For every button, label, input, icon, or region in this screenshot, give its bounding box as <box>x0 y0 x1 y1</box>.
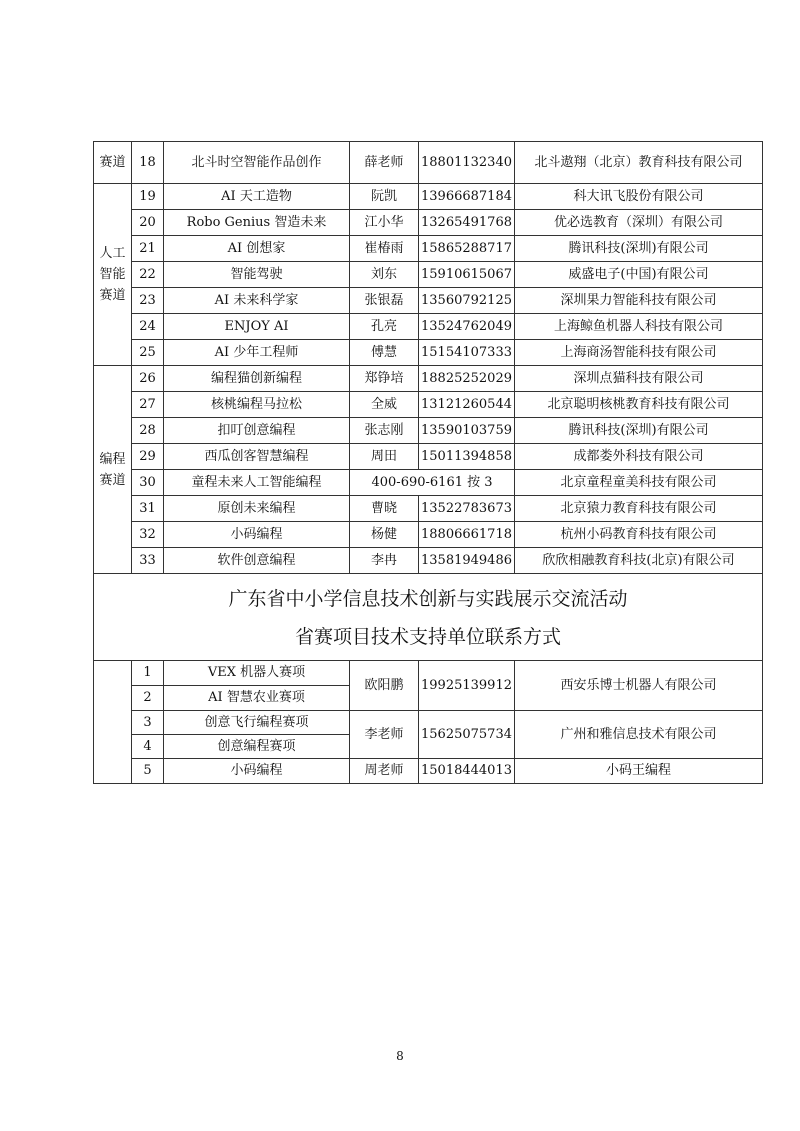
project-name: AI 未来科学家 <box>164 288 350 314</box>
project-name: 童程未来人工智能编程 <box>164 470 350 496</box>
project-name: VEX 机器人赛项 <box>164 661 350 686</box>
table-row <box>94 444 763 470</box>
phone-number: 15910615067 <box>419 262 515 288</box>
row-number: 32 <box>132 522 164 548</box>
contact-name: 薛老师 <box>350 142 419 184</box>
row-number: 2 <box>132 686 164 711</box>
project-name: 创意编程赛项 <box>164 735 350 759</box>
phone-number: 13522783673 <box>419 496 515 522</box>
company-name: 广州和雅信息技术有限公司 <box>515 711 763 759</box>
contact-name: 孔亮 <box>350 314 419 340</box>
project-name: 编程猫创新编程 <box>164 366 350 392</box>
contact-name: 张志刚 <box>350 418 419 444</box>
row-number: 24 <box>132 314 164 340</box>
row-number: 1 <box>132 661 164 686</box>
table-row <box>94 522 763 548</box>
table-row <box>94 210 763 236</box>
project-name: 小码编程 <box>164 759 350 784</box>
row-number: 26 <box>132 366 164 392</box>
project-name: 原创未来编程 <box>164 496 350 522</box>
phone-number: 18801132340 <box>419 142 515 184</box>
category-cell-empty <box>94 661 132 784</box>
project-name: Robo Genius 智造未来 <box>164 210 350 236</box>
row-number: 27 <box>132 392 164 418</box>
contact-name: 郑铮培 <box>350 366 419 392</box>
contact-name: 杨健 <box>350 522 419 548</box>
company-name: 北京童程童美科技有限公司 <box>515 470 763 496</box>
company-name: 威盛电子(中国)有限公司 <box>515 262 763 288</box>
table-row <box>94 759 763 784</box>
table-row <box>94 366 763 392</box>
row-number: 5 <box>132 759 164 784</box>
phone-number: 15625075734 <box>419 711 515 759</box>
table-row <box>94 184 763 210</box>
phone-number: 13966687184 <box>419 184 515 210</box>
table-row <box>94 661 763 686</box>
contact-name: 傅慧 <box>350 340 419 366</box>
row-number: 18 <box>132 142 164 184</box>
project-name: 西瓜创客智慧编程 <box>164 444 350 470</box>
category-cell: 赛道 <box>94 142 132 184</box>
project-name: 智能驾驶 <box>164 262 350 288</box>
company-name: 优必选教育（深圳）有限公司 <box>515 210 763 236</box>
row-number: 31 <box>132 496 164 522</box>
project-name: 软件创意编程 <box>164 548 350 574</box>
contact-name: 周老师 <box>350 759 419 784</box>
contact-name: 欧阳鹏 <box>350 661 419 711</box>
project-name: 核桃编程马拉松 <box>164 392 350 418</box>
row-number: 22 <box>132 262 164 288</box>
phone-number: 18825252029 <box>419 366 515 392</box>
phone-number: 15018444013 <box>419 759 515 784</box>
company-name: 深圳点猫科技有限公司 <box>515 366 763 392</box>
category-cell: 编程赛道 <box>94 366 132 574</box>
table-row <box>94 392 763 418</box>
table-row <box>94 142 763 184</box>
project-name: 小码编程 <box>164 522 350 548</box>
project-name: AI 天工造物 <box>164 184 350 210</box>
table-row <box>94 314 763 340</box>
contact-name: 李冉 <box>350 548 419 574</box>
project-name: AI 创想家 <box>164 236 350 262</box>
heading-row <box>94 574 763 661</box>
project-name: 创意飞行编程赛项 <box>164 711 350 735</box>
section-heading <box>94 574 763 661</box>
table-row <box>94 340 763 366</box>
contact-name: 崔椿雨 <box>350 236 419 262</box>
company-name: 成都娄外科技有限公司 <box>515 444 763 470</box>
company-name: 腾讯科技(深圳)有限公司 <box>515 418 763 444</box>
table-row <box>94 470 763 496</box>
heading-line-2: 省赛项目技术支持单位联系方式 <box>294 626 561 648</box>
phone-number: 13524762049 <box>419 314 515 340</box>
row-number: 19 <box>132 184 164 210</box>
contact-name: 江小华 <box>350 210 419 236</box>
company-name: 深圳果力智能科技有限公司 <box>515 288 763 314</box>
row-number: 4 <box>132 735 164 759</box>
contact-name: 张银磊 <box>350 288 419 314</box>
company-name: 上海商汤智能科技有限公司 <box>515 340 763 366</box>
heading-line-1: 广东省中小学信息技术创新与实践展示交流活动 <box>228 588 628 610</box>
contact-table <box>93 141 763 784</box>
page-number: 8 <box>396 1049 404 1063</box>
phone-number: 13590103759 <box>419 418 515 444</box>
phone-number: 13121260544 <box>419 392 515 418</box>
row-number: 28 <box>132 418 164 444</box>
table-row <box>94 288 763 314</box>
table-row <box>94 262 763 288</box>
table-row <box>94 548 763 574</box>
company-name: 西安乐博士机器人有限公司 <box>515 661 763 711</box>
project-name: 北斗时空智能作品创作 <box>164 142 350 184</box>
phone-number: 13560792125 <box>419 288 515 314</box>
company-name: 腾讯科技(深圳)有限公司 <box>515 236 763 262</box>
phone-number: 19925139912 <box>419 661 515 711</box>
table-row <box>94 418 763 444</box>
project-name: 扣叮创意编程 <box>164 418 350 444</box>
table-row <box>94 236 763 262</box>
project-name: AI 智慧农业赛项 <box>164 686 350 711</box>
company-name: 上海鲸鱼机器人科技有限公司 <box>515 314 763 340</box>
contact-name: 全威 <box>350 392 419 418</box>
company-name: 北京聪明核桃教育科技有限公司 <box>515 392 763 418</box>
row-number: 20 <box>132 210 164 236</box>
row-number: 23 <box>132 288 164 314</box>
project-name: AI 少年工程师 <box>164 340 350 366</box>
contact-phone-merged: 400-690-6161 按 3 <box>350 470 515 496</box>
company-name: 北京猿力教育科技有限公司 <box>515 496 763 522</box>
contact-name: 曹晓 <box>350 496 419 522</box>
row-number: 33 <box>132 548 164 574</box>
phone-number: 15011394858 <box>419 444 515 470</box>
phone-number: 13265491768 <box>419 210 515 236</box>
row-number: 29 <box>132 444 164 470</box>
company-name: 北斗遨翔（北京）教育科技有限公司 <box>515 142 763 184</box>
project-name: ENJOY AI <box>164 314 350 340</box>
contact-name: 李老师 <box>350 711 419 759</box>
table-row <box>94 496 763 522</box>
phone-number: 13581949486 <box>419 548 515 574</box>
row-number: 21 <box>132 236 164 262</box>
contact-name: 阮凯 <box>350 184 419 210</box>
table-row <box>94 711 763 735</box>
row-number: 3 <box>132 711 164 735</box>
phone-number: 15154107333 <box>419 340 515 366</box>
company-name: 科大讯飞股份有限公司 <box>515 184 763 210</box>
contact-name: 周田 <box>350 444 419 470</box>
company-name: 小码王编程 <box>515 759 763 784</box>
phone-number: 15865288717 <box>419 236 515 262</box>
contact-name: 刘东 <box>350 262 419 288</box>
row-number: 30 <box>132 470 164 496</box>
company-name: 欣欣相融教育科技(北京)有限公司 <box>515 548 763 574</box>
row-number: 25 <box>132 340 164 366</box>
company-name: 杭州小码教育科技有限公司 <box>515 522 763 548</box>
category-cell: 人工智能赛道 <box>94 184 132 366</box>
phone-number: 18806661718 <box>419 522 515 548</box>
